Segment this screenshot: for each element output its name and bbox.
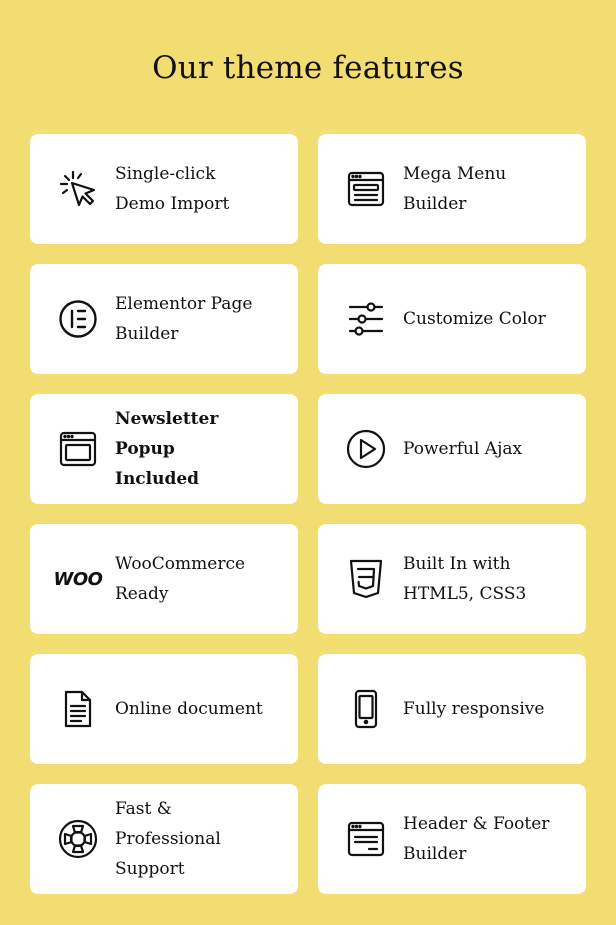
feature-card-elementor — [30, 264, 298, 374]
feature-card-html5-css3 — [318, 524, 586, 634]
woocommerce-logo-text: WOO — [53, 568, 103, 590]
css3-icon — [343, 556, 389, 602]
feature-label: Newsletter Popup Included — [115, 409, 219, 489]
features-grid — [30, 134, 586, 894]
feature-label: Online document — [115, 699, 263, 719]
feature-card-demo-import — [30, 134, 298, 244]
feature-label: Customize Color — [403, 309, 546, 329]
header-footer-icon — [343, 816, 389, 862]
feature-label: Header & Footer Builder — [403, 814, 550, 864]
elementor-icon — [55, 296, 101, 342]
sliders-icon — [343, 296, 389, 342]
mobile-phone-icon — [343, 686, 389, 732]
feature-label: Mega Menu Builder — [403, 164, 507, 214]
feature-card-support — [30, 784, 298, 894]
feature-label: Single-click Demo Import — [115, 164, 230, 214]
feature-label: WooCommerce Ready — [115, 554, 246, 604]
document-icon — [55, 686, 101, 732]
feature-card-online-document — [30, 654, 298, 764]
feature-label: Powerful Ajax — [403, 439, 523, 459]
browser-window-icon — [55, 426, 101, 472]
feature-card-fully-responsive — [318, 654, 586, 764]
feature-card-powerful-ajax — [318, 394, 586, 504]
feature-card-header-footer — [318, 784, 586, 894]
woocommerce-icon — [55, 556, 101, 602]
page-title: Our theme features — [152, 50, 464, 86]
feature-card-newsletter-popup — [30, 394, 298, 504]
play-circle-icon — [343, 426, 389, 472]
feature-label: Elementor Page Builder — [115, 294, 253, 344]
mega-menu-icon — [343, 166, 389, 212]
feature-card-woocommerce — [30, 524, 298, 634]
feature-label: Fast & Professional Support — [115, 799, 221, 879]
feature-card-mega-menu — [318, 134, 586, 244]
cursor-click-icon — [55, 166, 101, 212]
feature-label: Built In with HTML5, CSS3 — [403, 554, 527, 604]
feature-card-customize-color — [318, 264, 586, 374]
lifebuoy-icon — [55, 816, 101, 862]
feature-label: Fully responsive — [403, 699, 545, 719]
